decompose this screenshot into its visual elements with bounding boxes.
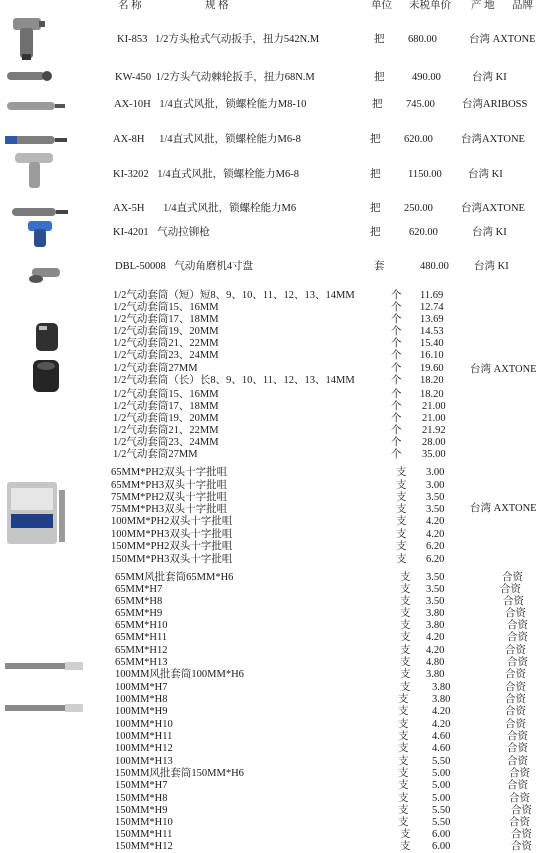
socket-price: 14.53 (420, 326, 444, 337)
hex-socket-price: 4.20 (426, 632, 445, 643)
hex-socket-origin: 合资 (505, 706, 526, 717)
socket-spec: 1/2气动套筒（短）短8、9、10、11、12、13、14MM (113, 290, 355, 301)
header-origin: 产 地 (471, 0, 495, 11)
socket-spec: 1/2气动套筒21、22MM (113, 425, 219, 436)
hex-socket-unit: 支 (398, 706, 409, 717)
tool-model: KI-3202 (113, 169, 149, 180)
hex-socket-price: 3.80 (432, 694, 451, 705)
rivet-gun-image (26, 219, 56, 249)
tool-row (115, 72, 315, 84)
socket-unit: 个 (391, 363, 402, 374)
header-unit: 单位 (371, 0, 392, 11)
tool-unit: 把 (370, 134, 381, 145)
tool-price: 480.00 (420, 261, 449, 272)
tool-model: KI-4201 (113, 227, 149, 238)
hex-socket-price: 6.00 (432, 829, 451, 840)
hex-socket-price: 3.80 (426, 620, 445, 631)
hex-socket-price: 5.00 (432, 768, 451, 779)
bit-origin-brand: 台湾 AXTONE (470, 503, 537, 514)
socket-spec: 1/2气动套筒17、18MM (113, 401, 219, 412)
hex-socket-spec: 65MM*H9 (115, 608, 163, 619)
hex-socket-spec: 150MM*H12 (115, 841, 173, 852)
tool-spec: 1/4直式风批，锁螺栓能力M8-10 (159, 99, 307, 110)
hex-socket-spec: 150MM风批套筒150MM*H6 (115, 768, 244, 779)
hex-socket-unit: 支 (398, 756, 409, 767)
hex-socket-origin: 合资 (503, 596, 524, 607)
tool-origin-brand: 台湾 KI (472, 72, 507, 83)
hex-socket-price: 4.60 (432, 743, 451, 754)
hex-socket-spec: 65MM*H7 (115, 584, 163, 595)
hex-socket-price: 5.50 (432, 805, 451, 816)
hex-socket-spec: 65MM*H10 (115, 620, 168, 631)
socket-origin-brand: 台湾 AXTONE (470, 364, 537, 375)
tool-price: 620.00 (404, 134, 433, 145)
socket-price: 13.69 (420, 314, 444, 325)
hex-socket-origin: 合资 (505, 719, 526, 730)
socket-unit: 个 (391, 413, 402, 424)
bit-price: 3.00 (426, 480, 445, 491)
hex-socket-origin: 合资 (505, 669, 526, 680)
tool-origin-brand: 台湾 KI (468, 169, 503, 180)
bit-spec: 100MM*PH3双头十字批咀 (111, 529, 233, 540)
tool-price: 490.00 (412, 72, 441, 83)
hex-socket-spec: 100MM*H13 (115, 756, 173, 767)
hex-socket-unit: 支 (400, 669, 411, 680)
hex-socket-price: 3.80 (432, 682, 451, 693)
hex-socket-price: 4.60 (432, 731, 451, 742)
hex-socket-origin: 合资 (507, 756, 528, 767)
tool-price: 680.00 (408, 34, 437, 45)
header-price: 未税单价 (409, 0, 451, 11)
bit-spec: 65MM*PH2双头十字批咀 (111, 467, 228, 478)
header-name: 名 称 (118, 0, 142, 11)
hex-socket-price: 4.20 (432, 706, 451, 717)
angle-grinder-image (28, 260, 64, 286)
socket-spec: 1/2气动套筒（长）长8、9、10、11、12、13、14MM (113, 375, 355, 386)
bit-unit: 支 (396, 529, 407, 540)
tool-origin-brand: 台湾AXTONE (461, 134, 525, 145)
tool-price: 1150.00 (408, 169, 442, 180)
hex-socket-unit: 支 (398, 793, 409, 804)
socket-unit: 个 (391, 375, 402, 386)
bit-price: 4.20 (426, 516, 445, 527)
socket-price: 18.20 (420, 389, 444, 400)
socket-price: 15.40 (420, 338, 444, 349)
hex-socket-price: 5.50 (432, 817, 451, 828)
bit-spec: 150MM*PH3双头十字批咀 (111, 554, 233, 565)
tool-model: AX-8H (113, 134, 145, 145)
hex-socket-unit: 支 (400, 829, 411, 840)
socket-price: 21.00 (422, 413, 446, 424)
socket-price: 11.69 (420, 290, 444, 301)
socket-unit: 个 (391, 314, 402, 325)
tool-origin-brand: 台湾 AXTONE (469, 34, 536, 45)
tool-origin-brand: 台湾ARIBOSS (462, 99, 528, 110)
hex-socket-origin: 合资 (507, 657, 528, 668)
impact-socket-long-image (30, 357, 62, 395)
socket-unit: 个 (391, 401, 402, 412)
hex-socket-unit: 支 (400, 620, 411, 631)
socket-unit: 个 (391, 437, 402, 448)
bit-spec: 75MM*PH2双头十字批咀 (111, 492, 228, 503)
socket-price: 35.00 (422, 449, 446, 460)
socket-spec: 1/2气动套筒15、16MM (113, 389, 219, 400)
hex-socket-price: 3.80 (426, 608, 445, 619)
socket-unit: 个 (391, 389, 402, 400)
tool-price: 620.00 (409, 227, 438, 238)
hex-socket-spec: 150MM*H8 (115, 793, 168, 804)
bit-unit: 支 (396, 516, 407, 527)
bit-spec: 100MM*PH2双头十字批咀 (111, 516, 233, 527)
socket-unit: 个 (391, 302, 402, 313)
socket-spec: 1/2气动套筒17、18MM (113, 314, 219, 325)
hex-socket-origin: 合资 (509, 768, 530, 779)
hex-socket-spec: 100MM*H11 (115, 731, 173, 742)
bit-unit: 支 (396, 504, 407, 515)
tool-unit: 把 (374, 34, 385, 45)
pistol-screwdriver-image (12, 150, 56, 190)
hex-socket-unit: 支 (398, 817, 409, 828)
hex-socket-spec: 100MM*H12 (115, 743, 173, 754)
socket-price: 19.60 (420, 363, 444, 374)
impact-socket-short-image (33, 320, 61, 354)
hex-socket-origin: 合资 (507, 632, 528, 643)
socket-price: 12.74 (420, 302, 444, 313)
hex-socket-unit: 支 (398, 694, 409, 705)
bit-spec: 75MM*PH3双头十字批咀 (111, 504, 228, 515)
bit-price: 3.50 (426, 504, 445, 515)
socket-price: 21.92 (422, 425, 446, 436)
tool-row (115, 261, 253, 273)
tool-model: AX-5H (113, 203, 145, 214)
straight-screwdriver-image (5, 99, 67, 113)
tool-spec: 气动角磨机4寸盘 (174, 261, 254, 272)
hex-socket-origin: 合资 (505, 645, 526, 656)
hex-socket-price: 3.50 (426, 572, 445, 583)
hex-socket-unit: 支 (400, 608, 411, 619)
tool-row (113, 134, 301, 146)
tool-price: 745.00 (406, 99, 435, 110)
bit-unit: 支 (396, 554, 407, 565)
hex-socket-spec: 100MM*H10 (115, 719, 173, 730)
hex-socket-origin: 合资 (509, 793, 530, 804)
hex-socket-spec: 65MM*H11 (115, 632, 168, 643)
hex-socket-spec: 65MM*H12 (115, 645, 168, 656)
tool-unit: 把 (372, 99, 383, 110)
hex-socket-unit: 支 (400, 682, 411, 693)
hex-socket-spec: 150MM*H10 (115, 817, 173, 828)
header-brand: 品牌 (512, 0, 533, 11)
hex-socket-spec: 100MM*H9 (115, 706, 168, 717)
hex-socket-origin: 合资 (511, 829, 532, 840)
tool-model: DBL-50008 (115, 261, 166, 272)
bit-price: 3.00 (426, 467, 445, 478)
tool-unit: 把 (370, 227, 381, 238)
bit-set-box-image (5, 480, 67, 550)
socket-unit: 个 (391, 338, 402, 349)
hex-socket-origin: 合资 (505, 694, 526, 705)
tool-unit: 把 (374, 72, 385, 83)
hex-socket-unit: 支 (398, 743, 409, 754)
hex-socket-origin: 合资 (511, 805, 532, 816)
tool-row (114, 99, 306, 111)
socket-spec: 1/2气动套筒23、24MM (113, 350, 219, 361)
tool-origin-brand: 台湾 KI (472, 227, 507, 238)
tool-spec: 1/2方头枪式气动扳手，扭力542N.M (154, 34, 320, 45)
tool-model: AX-10H (114, 99, 151, 110)
impact-wrench-image (10, 14, 46, 62)
hex-socket-unit: 支 (398, 768, 409, 779)
tool-model: KI-853 (117, 34, 148, 45)
hex-socket-spec: 100MM*H7 (115, 682, 168, 693)
tool-unit: 把 (370, 203, 381, 214)
hex-socket-origin: 合资 (505, 682, 526, 693)
socket-spec: 1/2气动套筒15、16MM (113, 302, 219, 313)
hex-socket-spec: 65MM风批套筒65MM*H6 (115, 572, 234, 583)
tool-row (113, 203, 296, 215)
hex-socket-unit: 支 (398, 805, 409, 816)
tool-row (113, 169, 299, 181)
hex-socket-bit-image-100 (3, 702, 85, 714)
tool-price: 250.00 (404, 203, 433, 214)
socket-spec: 1/2气动套筒23、24MM (113, 437, 219, 448)
tool-spec: 1/2方头气动棘轮扳手，扭力68N.M (155, 72, 315, 83)
hex-socket-unit: 支 (400, 841, 411, 852)
hex-socket-price: 4.80 (426, 657, 445, 668)
hex-socket-unit: 支 (400, 572, 411, 583)
hex-socket-origin: 合资 (507, 780, 528, 791)
bit-price: 6.20 (426, 554, 445, 565)
tool-spec: 气动拉铆枪 (157, 227, 210, 238)
bit-price: 3.50 (426, 492, 445, 503)
straight-screwdriver-image-2 (3, 133, 69, 147)
hex-socket-spec: 150MM*H9 (115, 805, 168, 816)
socket-price: 18.20 (420, 375, 444, 386)
hex-socket-origin: 合资 (507, 731, 528, 742)
hex-socket-unit: 支 (400, 584, 411, 595)
hex-socket-spec: 65MM*H13 (115, 657, 168, 668)
bit-unit: 支 (396, 492, 407, 503)
hex-socket-origin: 合资 (507, 620, 528, 631)
hex-socket-price: 4.20 (426, 645, 445, 656)
socket-spec: 1/2气动套筒19、20MM (113, 413, 219, 424)
hex-socket-spec: 100MM风批套筒100MM*H6 (115, 669, 244, 680)
socket-unit: 个 (391, 350, 402, 361)
hex-socket-origin: 合资 (505, 608, 526, 619)
hex-socket-spec: 150MM*H11 (115, 829, 173, 840)
tool-spec: 1/4直式风批，锁螺栓能力M6-8 (159, 134, 301, 145)
bit-spec: 150MM*PH2双头十字批咀 (111, 541, 233, 552)
tool-row (117, 34, 319, 46)
header-spec: 规 格 (205, 0, 229, 11)
hex-socket-spec: 150MM*H7 (115, 780, 168, 791)
socket-unit: 个 (391, 449, 402, 460)
tool-spec: 1/4直式风批，锁螺栓能力M6-8 (157, 169, 299, 180)
ratchet-wrench-image (5, 68, 53, 84)
socket-spec: 1/2气动套筒21、22MM (113, 338, 219, 349)
hex-socket-unit: 支 (398, 731, 409, 742)
bit-unit: 支 (396, 480, 407, 491)
socket-unit: 个 (391, 290, 402, 301)
hex-socket-price: 3.50 (426, 596, 445, 607)
bit-unit: 支 (396, 541, 407, 552)
tool-origin-brand: 台湾 KI (474, 261, 509, 272)
tool-origin-brand: 台湾AXTONE (461, 203, 525, 214)
hex-socket-origin: 合资 (507, 743, 528, 754)
hex-socket-price: 5.00 (432, 780, 451, 791)
bit-price: 4.20 (426, 529, 445, 540)
hex-socket-unit: 支 (400, 645, 411, 656)
hex-socket-unit: 支 (398, 780, 409, 791)
socket-unit: 个 (391, 425, 402, 436)
socket-spec: 1/2气动套筒19、20MM (113, 326, 219, 337)
socket-spec: 1/2气动套筒27MM (113, 449, 198, 460)
hex-socket-price: 6.00 (432, 841, 451, 852)
hex-socket-price: 3.50 (426, 584, 445, 595)
hex-socket-price: 4.20 (432, 719, 451, 730)
socket-price: 21.00 (422, 401, 446, 412)
hex-socket-origin: 合资 (511, 841, 532, 852)
bit-price: 6.20 (426, 541, 445, 552)
mini-screwdriver-image (10, 205, 70, 219)
hex-socket-unit: 支 (400, 596, 411, 607)
hex-socket-unit: 支 (400, 657, 411, 668)
hex-socket-origin: 合资 (500, 584, 521, 595)
bit-spec: 65MM*PH3双头十字批咀 (111, 480, 228, 491)
hex-socket-spec: 100MM*H8 (115, 694, 168, 705)
hex-socket-origin: 合资 (509, 817, 530, 828)
hex-socket-bit-image-65 (3, 660, 85, 672)
tool-unit: 把 (370, 169, 381, 180)
hex-socket-unit: 支 (400, 632, 411, 643)
socket-price: 16.10 (420, 350, 444, 361)
tool-row (113, 227, 210, 239)
hex-socket-price: 5.00 (432, 793, 451, 804)
hex-socket-price: 5.50 (432, 756, 451, 767)
tool-spec: 1/4直式风批，锁螺栓能力M6 (163, 203, 297, 214)
socket-unit: 个 (391, 326, 402, 337)
hex-socket-unit: 支 (398, 719, 409, 730)
hex-socket-origin: 合资 (502, 572, 523, 583)
hex-socket-price: 3.80 (426, 669, 445, 680)
bit-unit: 支 (396, 467, 407, 478)
socket-spec: 1/2气动套筒27MM (113, 363, 198, 374)
socket-price: 28.00 (422, 437, 446, 448)
hex-socket-spec: 65MM*H8 (115, 596, 163, 607)
tool-unit: 套 (374, 261, 385, 272)
tool-model: KW-450 (115, 72, 152, 83)
